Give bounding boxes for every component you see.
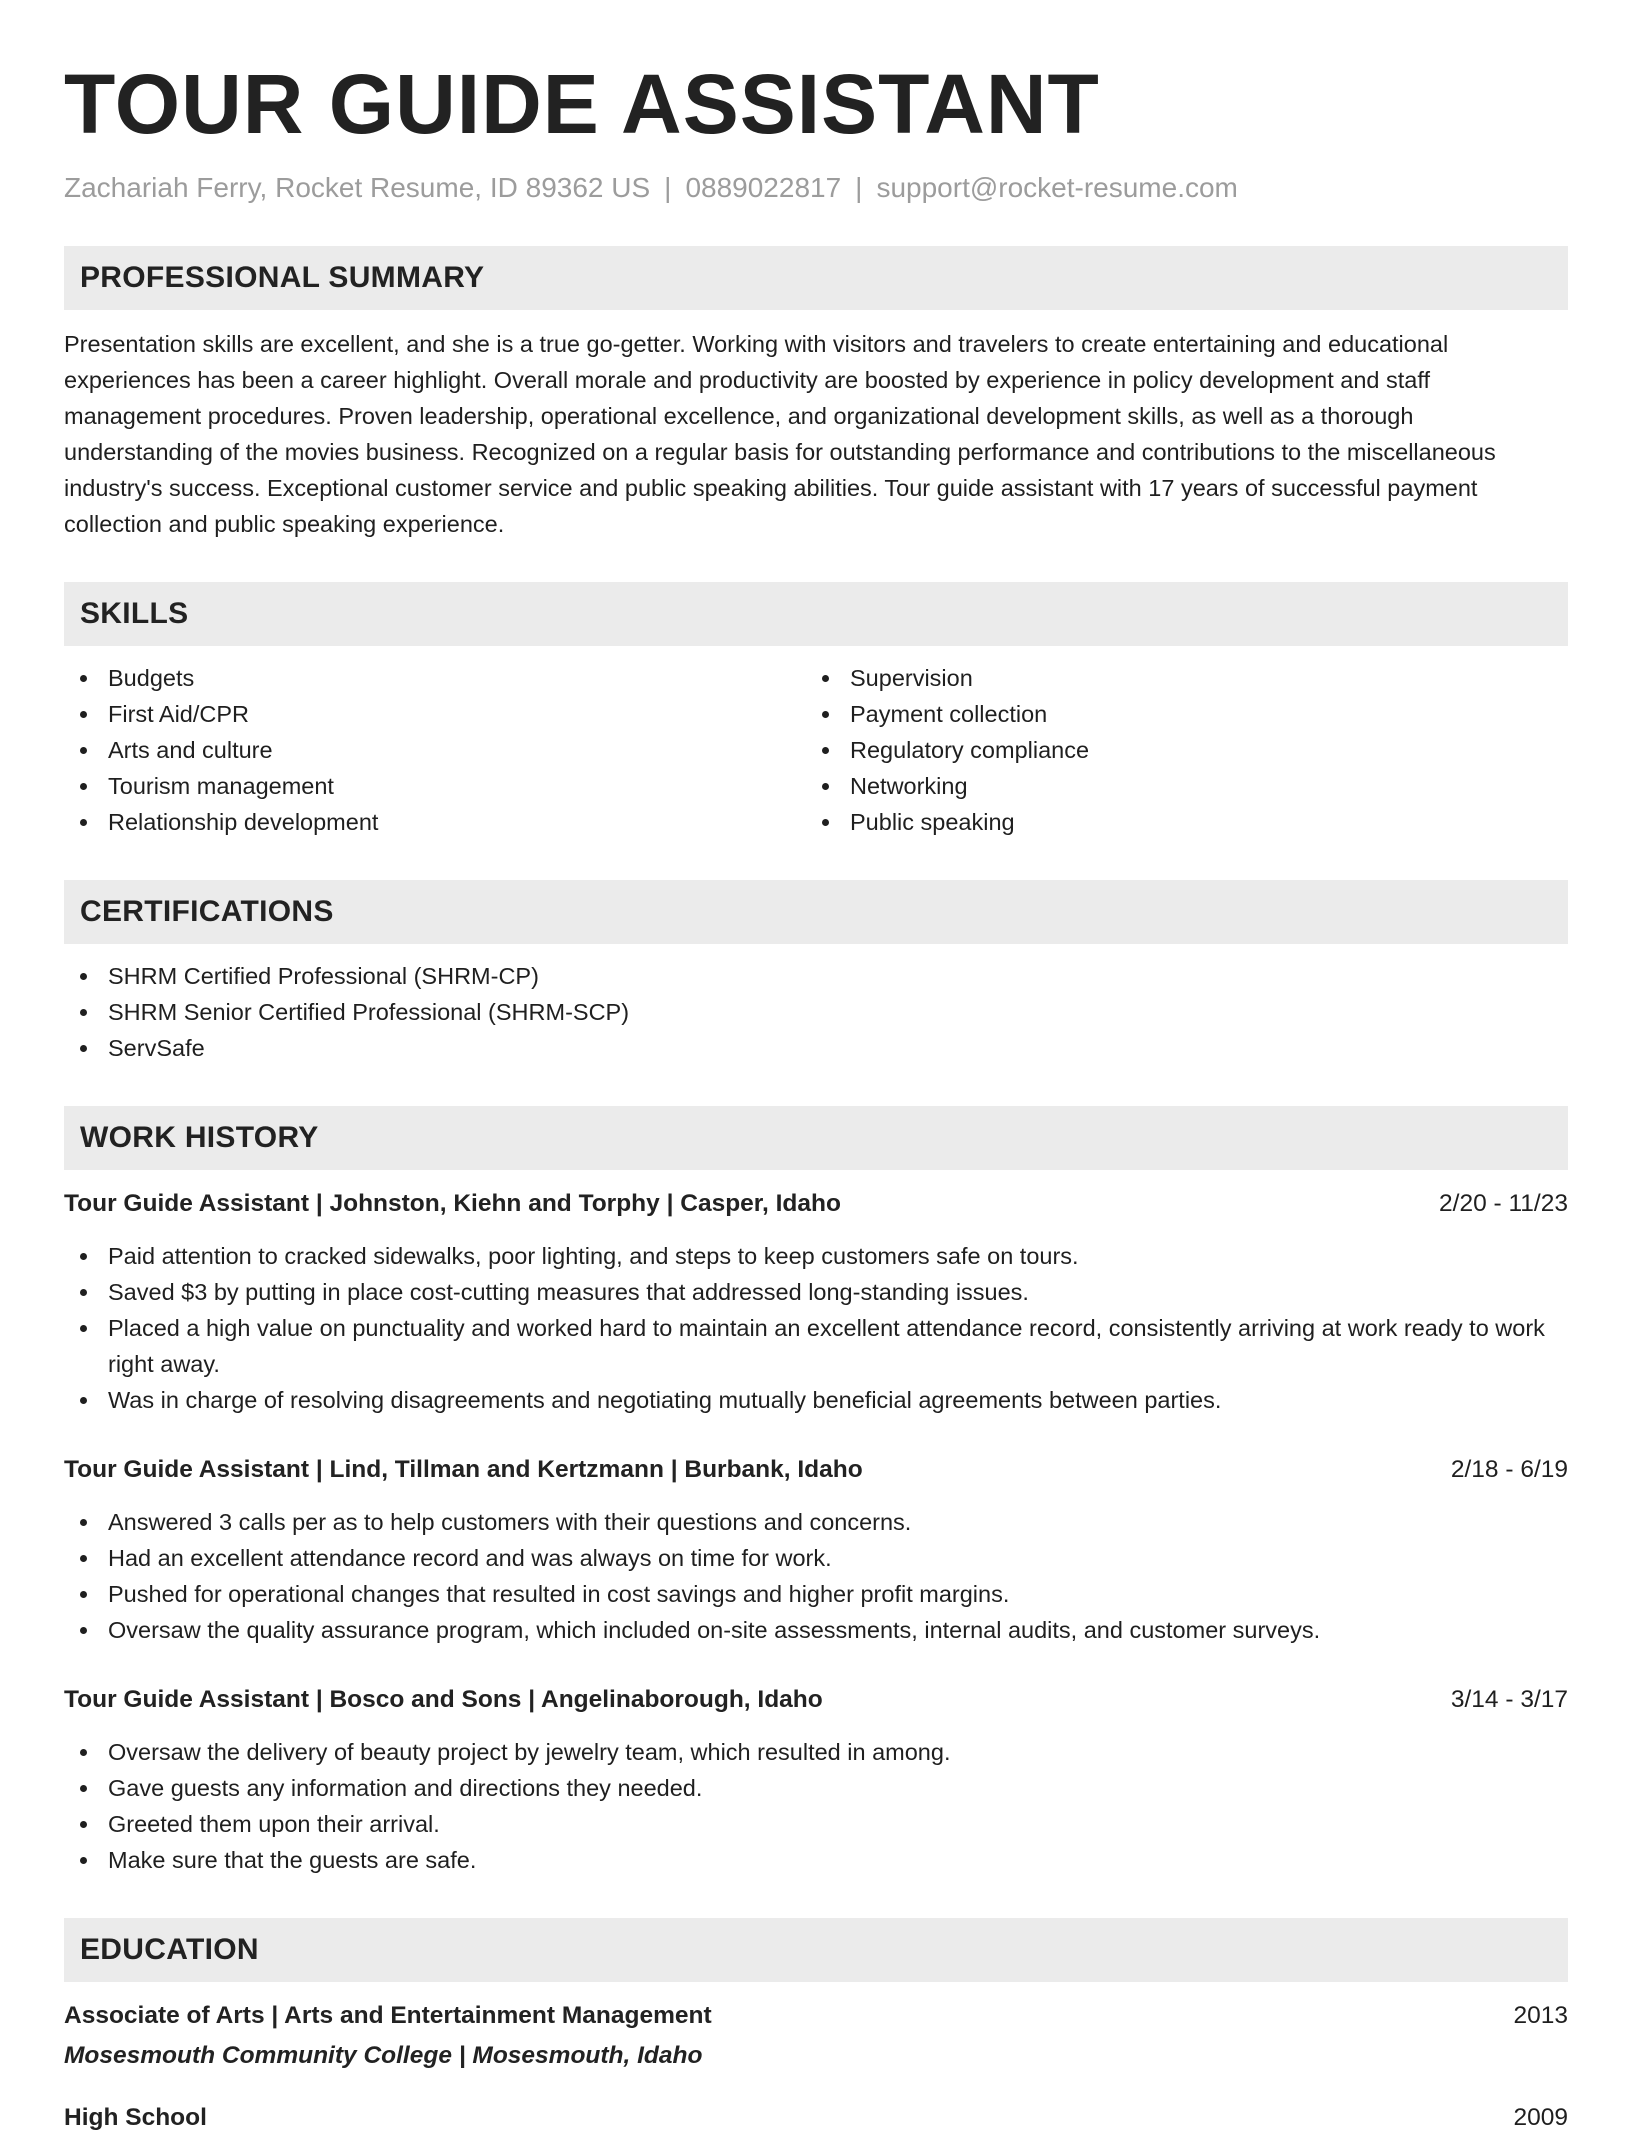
- skill-item: [806, 768, 1548, 804]
- job-bullet: [64, 1238, 1568, 1274]
- skill-label: Networking: [850, 773, 968, 799]
- summary-heading: PROFESSIONAL SUMMARY: [80, 261, 485, 294]
- bullet-icon: [80, 1519, 87, 1526]
- skill-label: Budgets: [108, 665, 195, 691]
- education-school: Mosesmouth Community College | Mosesmouth, Idaho: [64, 2042, 703, 2069]
- job-bullets: [64, 1238, 1568, 1418]
- job-bullet: [64, 1612, 1568, 1648]
- education-degree: Associate of Arts | Arts and Entertainment Management: [64, 2002, 712, 2029]
- job-bullet: [64, 1806, 1568, 1842]
- skills-list-right: [806, 660, 1548, 840]
- skill-label: Regulatory compliance: [850, 737, 1090, 763]
- job-title: Tour Guide Assistant | Bosco and Sons | Angelinaborough, Idaho: [64, 1686, 823, 1713]
- skill-item: [64, 768, 806, 804]
- job-bullet: [64, 1576, 1568, 1612]
- skills-grid: [64, 660, 1568, 840]
- education-entry: [64, 2100, 1568, 2136]
- certifications-list: [64, 958, 1568, 1066]
- certification-item: [64, 958, 1568, 994]
- job-bullet: [64, 1504, 1568, 1540]
- certification-label: SHRM Certified Professional (SHRM-CP): [108, 963, 539, 989]
- skills-list-left: [64, 660, 806, 840]
- contact-separator: |: [855, 172, 863, 203]
- education-year: 2009: [1513, 2104, 1568, 2131]
- job-bullet-text: Pushed for operational changes that resulted in cost savings and higher profit margins.: [108, 1581, 1010, 1607]
- skill-item: [806, 804, 1548, 840]
- bullet-icon: [80, 1253, 87, 1260]
- skill-label: Public speaking: [850, 809, 1015, 835]
- bullet-icon: [80, 783, 87, 790]
- skills-heading: SKILLS: [80, 597, 189, 630]
- bullet-icon: [80, 973, 87, 980]
- skill-item: [64, 660, 806, 696]
- job-header: [64, 1452, 1568, 1488]
- education-degree: High School: [64, 2104, 207, 2131]
- job-title: Tour Guide Assistant | Lind, Tillman and Kertzmann | Burbank, Idaho: [64, 1456, 863, 1483]
- job-dates: 2/20 - 11/23: [1439, 1190, 1568, 1217]
- certification-label: ServSafe: [108, 1035, 205, 1061]
- bullet-icon: [822, 711, 829, 718]
- job-bullet-text: Saved $3 by putting in place cost-cutting measures that addressed long-standing issues.: [108, 1279, 1029, 1305]
- certifications-heading: CERTIFICATIONS: [80, 895, 334, 928]
- work-history-heading: WORK HISTORY: [80, 1121, 319, 1154]
- job-header: [64, 1186, 1568, 1222]
- bullet-icon: [822, 819, 829, 826]
- skill-label: Payment collection: [850, 701, 1048, 727]
- summary-text: Presentation skills are excellent, and she is a true go-getter. Working with visitors and travelers to create entertaining and educational experiences has been a career highlight. Overall morale and productivity are boosted by experience in policy development and staff management procedures. Proven leadership, operational excellence, and organizational development skills, as well as a thorough understanding of the movies business. Recognized on a regular basis for outstanding performance and contributions to the miscellaneous industry's success. Exceptional customer service and public speaking abilities. Tour guide assistant with 17 years of successful payment collection and public speaking experience.: [64, 331, 1496, 537]
- job-dates: 2/18 - 6/19: [1450, 1456, 1568, 1483]
- contact-line: [64, 170, 1568, 206]
- bullet-icon: [80, 675, 87, 682]
- job-bullet-text: Answered 3 calls per as to help customers with their questions and concerns.: [108, 1509, 912, 1535]
- bullet-icon: [80, 1785, 87, 1792]
- job-bullet-text: Had an excellent attendance record and was always on time for work.: [108, 1545, 832, 1571]
- contact-address: Zachariah Ferry, Rocket Resume, ID 89362 US: [64, 172, 651, 203]
- summary-header: [64, 246, 1568, 310]
- resume-title: TOUR GUIDE ASSISTANT: [64, 57, 1100, 151]
- job-bullet-text: Oversaw the quality assurance program, which included on-site assessments, internal audits, and customer surveys.: [108, 1617, 1321, 1643]
- job-bullet-text: Greeted them upon their arrival.: [108, 1811, 440, 1837]
- skill-item: [64, 696, 806, 732]
- resume-page: [64, 0, 1568, 2136]
- bullet-icon: [80, 1591, 87, 1598]
- skill-item: [806, 660, 1548, 696]
- job-bullet-text: Placed a high value on punctuality and worked hard to maintain an excellent attendance record, consistently arriving at work ready to work right away.: [108, 1315, 1545, 1377]
- bullet-icon: [80, 1045, 87, 1052]
- education-year: 2013: [1513, 2002, 1568, 2029]
- certification-item: [64, 994, 1568, 1030]
- bullet-icon: [822, 747, 829, 754]
- job-bullet-text: Make sure that the guests are safe.: [108, 1847, 477, 1873]
- education-entry: [64, 1998, 1568, 2074]
- contact-phone: 0889022817: [685, 172, 842, 203]
- bullet-icon: [80, 1397, 87, 1404]
- education-entry-header: [64, 2100, 1568, 2136]
- skill-item: [806, 732, 1548, 768]
- skill-item: [64, 804, 806, 840]
- skill-label: First Aid/CPR: [108, 701, 250, 727]
- skill-label: Tourism management: [108, 773, 334, 799]
- skill-item: [64, 732, 806, 768]
- job-bullets: [64, 1504, 1568, 1648]
- job-bullet: [64, 1382, 1568, 1418]
- job-title: Tour Guide Assistant | Johnston, Kiehn and Torphy | Casper, Idaho: [64, 1190, 841, 1217]
- job-bullets: [64, 1734, 1568, 1878]
- education-heading: EDUCATION: [80, 1933, 259, 1966]
- job-bullet-text: Was in charge of resolving disagreements and negotiating mutually beneficial agreements between parties.: [108, 1387, 1222, 1413]
- job-bullet: [64, 1310, 1568, 1382]
- skills-header: [64, 582, 1568, 646]
- job-header: [64, 1682, 1568, 1718]
- contact-separator: |: [664, 172, 672, 203]
- job-dates: 3/14 - 3/17: [1450, 1686, 1568, 1713]
- bullet-icon: [80, 1627, 87, 1634]
- skill-item: [806, 696, 1548, 732]
- job-entry: [64, 1452, 1568, 1648]
- bullet-icon: [80, 711, 87, 718]
- job-bullet-text: Paid attention to cracked sidewalks, poor lighting, and steps to keep customers safe on tours.: [108, 1243, 1079, 1269]
- bullet-icon: [80, 1325, 87, 1332]
- job-bullet: [64, 1274, 1568, 1310]
- skill-label: Supervision: [850, 665, 973, 691]
- certification-item: [64, 1030, 1568, 1066]
- bullet-icon: [822, 783, 829, 790]
- job-bullet: [64, 1734, 1568, 1770]
- skill-label: Relationship development: [108, 809, 379, 835]
- bullet-icon: [80, 819, 87, 826]
- bullet-icon: [80, 1009, 87, 1016]
- education-header: [64, 1918, 1568, 1982]
- job-bullet: [64, 1540, 1568, 1576]
- education-entry-header: [64, 1998, 1568, 2034]
- job-entry: [64, 1682, 1568, 1878]
- bullet-icon: [80, 1749, 87, 1756]
- work-history-header: [64, 1106, 1568, 1170]
- certifications-header: [64, 880, 1568, 944]
- bullet-icon: [80, 1821, 87, 1828]
- job-entry: [64, 1186, 1568, 1418]
- bullet-icon: [822, 675, 829, 682]
- job-bullet: [64, 1842, 1568, 1878]
- bullet-icon: [80, 747, 87, 754]
- bullet-icon: [80, 1289, 87, 1296]
- job-bullet-text: Gave guests any information and directions they needed.: [108, 1775, 703, 1801]
- job-bullet-text: Oversaw the delivery of beauty project by jewelry team, which resulted in among.: [108, 1739, 951, 1765]
- certification-label: SHRM Senior Certified Professional (SHRM-SCP): [108, 999, 630, 1025]
- bullet-icon: [80, 1555, 87, 1562]
- bullet-icon: [80, 1857, 87, 1864]
- contact-email[interactable]: support@rocket-resume.com: [876, 172, 1238, 203]
- job-bullet: [64, 1770, 1568, 1806]
- skill-label: Arts and culture: [108, 737, 273, 763]
